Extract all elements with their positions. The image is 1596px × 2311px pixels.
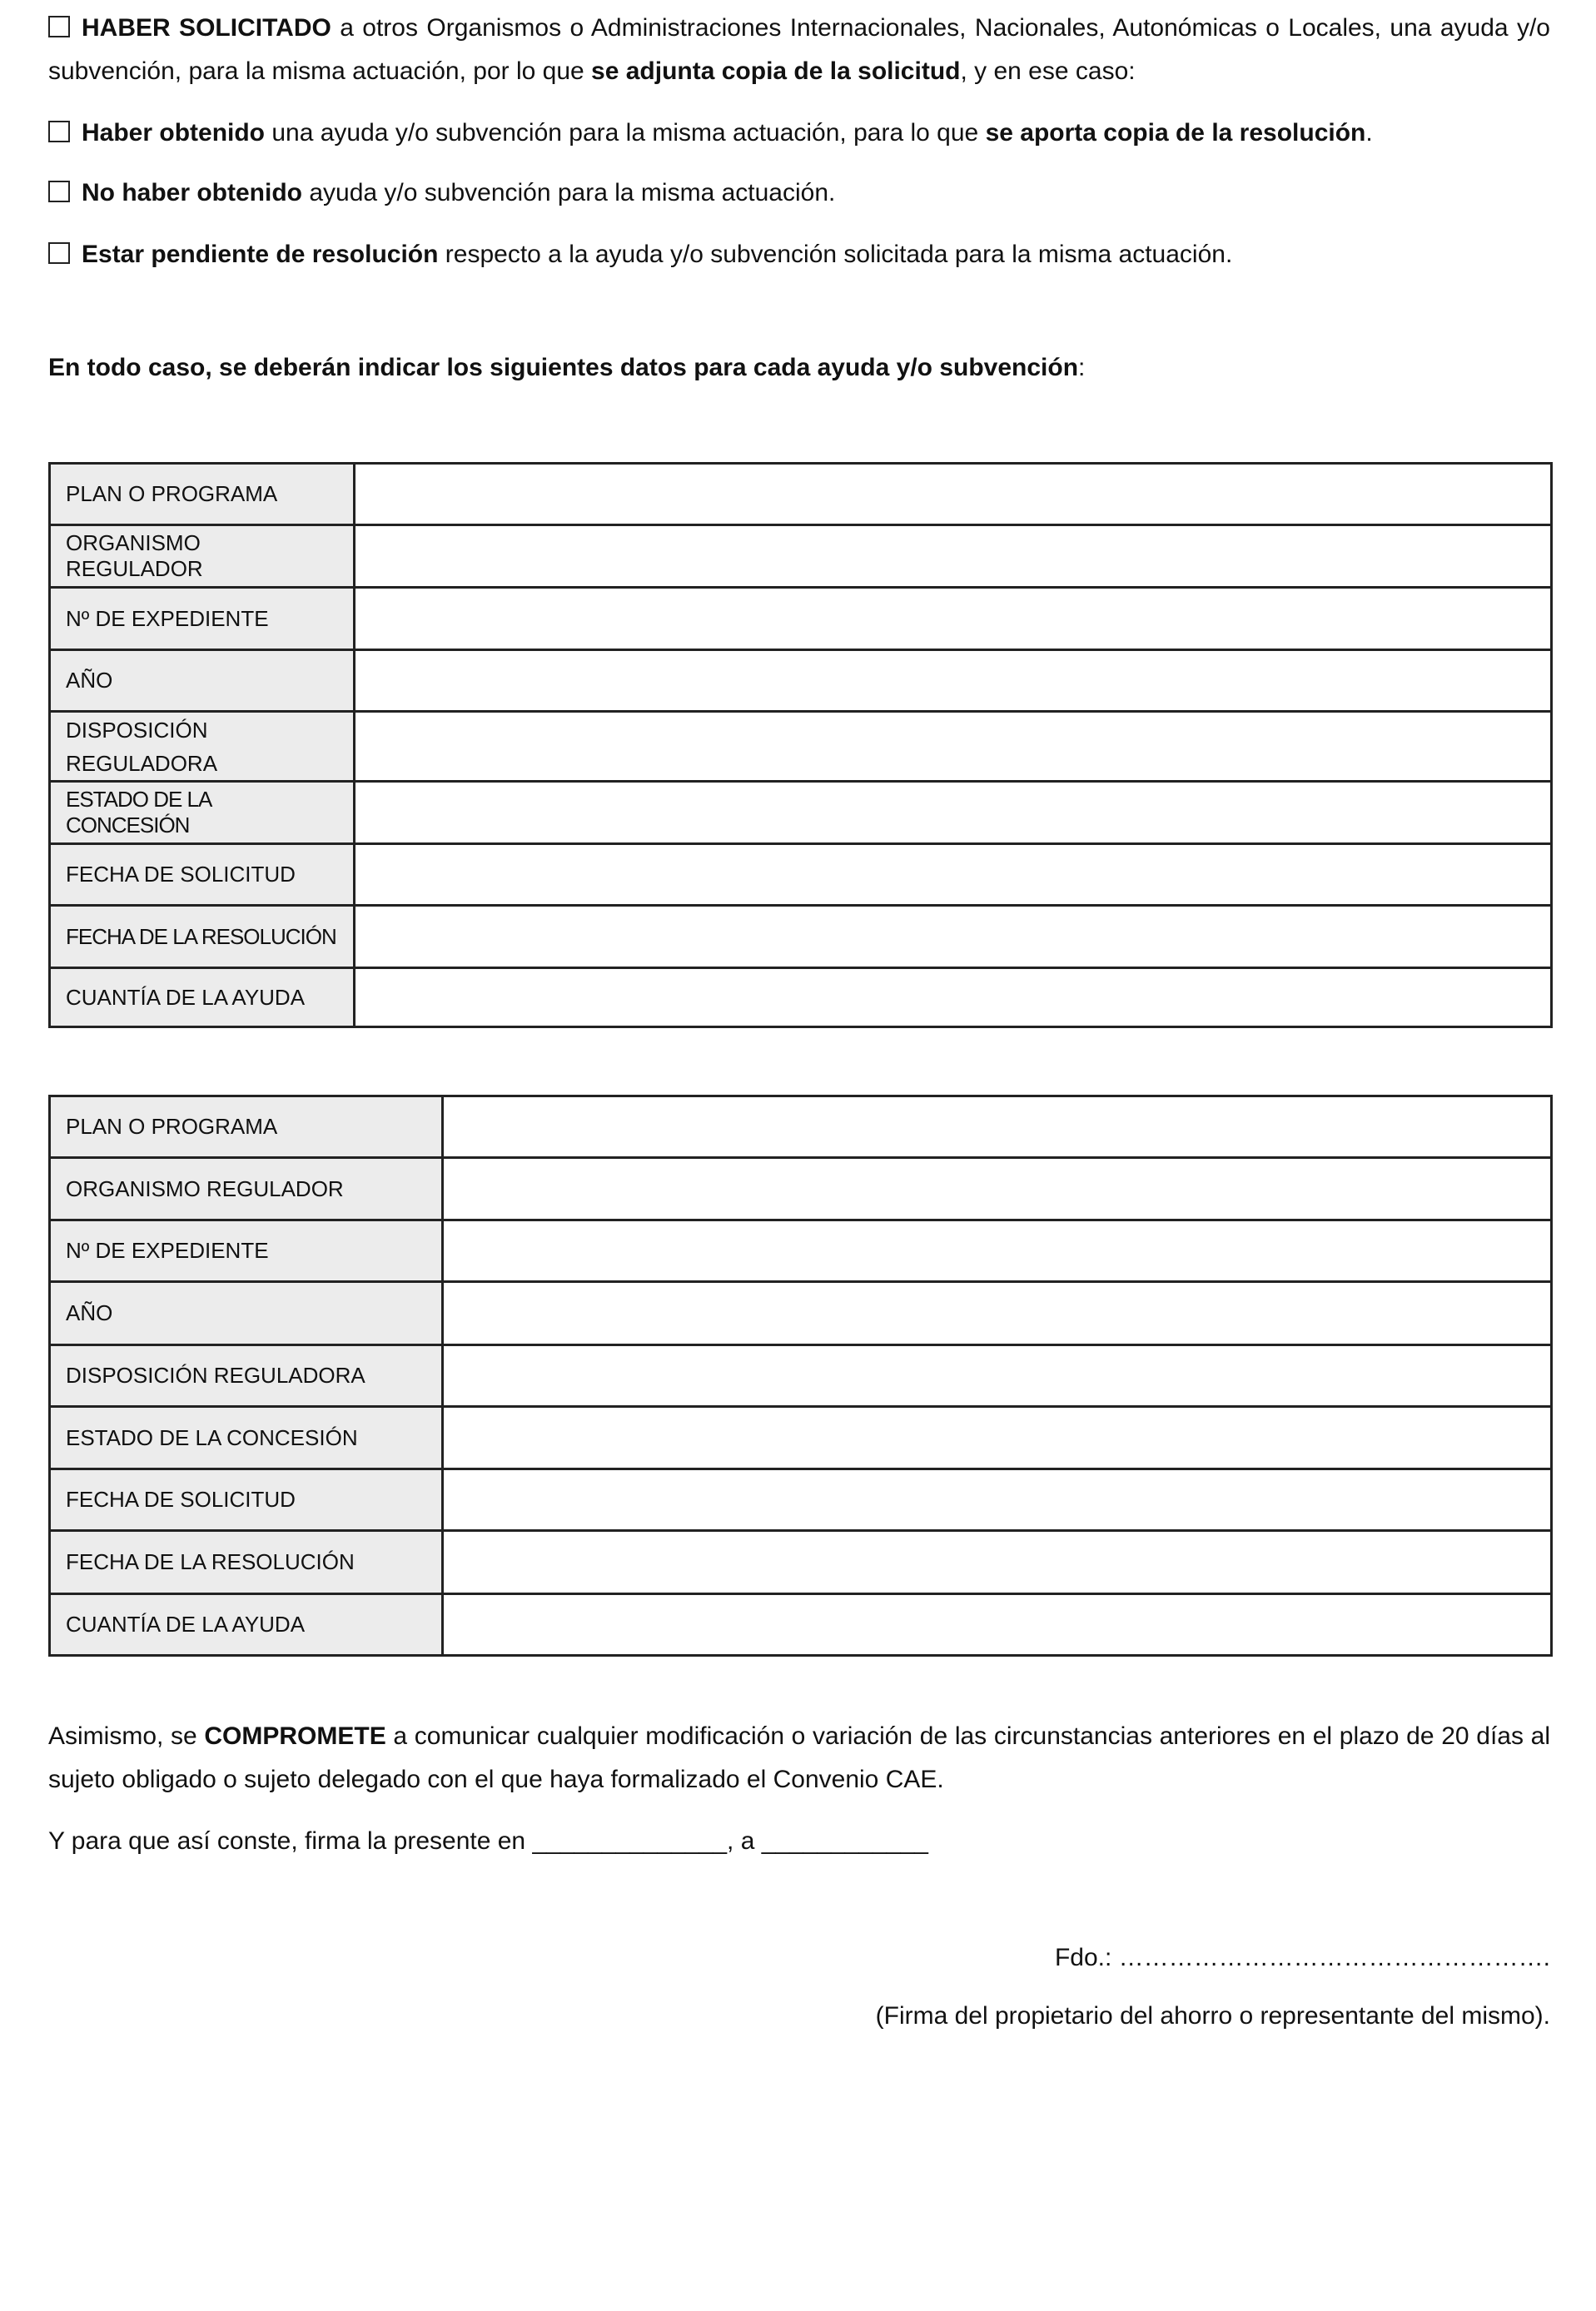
commitment-paragraph — [48, 1715, 1550, 1802]
haber-solicitado-paragraph — [48, 7, 1550, 93]
table-row-value-field[interactable] — [443, 1220, 1552, 1282]
haber-obtenido-checkbox[interactable] — [48, 121, 70, 142]
instruction-line — [48, 350, 1085, 386]
table-row-label: PLAN O PROGRAMA — [50, 464, 355, 525]
signature-note — [48, 1998, 1550, 2035]
sign-place-date-line — [48, 1823, 928, 1860]
table-row-value-field[interactable] — [355, 464, 1552, 525]
commitment-pre: Asimismo, se — [48, 1722, 205, 1750]
table-row-label: ESTADO DE LA CONCESIÓN — [50, 782, 355, 844]
haber-solicitado-text: a otros Organismos o Administraciones Internacionales, Nacionales, Autonómicas o Locales, una ayuda y/o subvención, para la misma actuación, por lo que — [48, 14, 1550, 85]
table-row-label: CUANTÍA DE LA AYUDA — [50, 968, 355, 1027]
adjunta-copia-bold: se adjunta copia de la solicitud — [591, 57, 961, 85]
table-row-label: FECHA DE SOLICITUD — [50, 1469, 443, 1531]
option-haber-obtenido — [48, 115, 1373, 152]
table-row-label: FECHA DE LA RESOLUCIÓN — [50, 1531, 443, 1594]
disposicion-label: DISPOSICIÓN REGULADORA — [66, 717, 218, 776]
table-row-value-field[interactable] — [355, 525, 1552, 588]
pendiente-resolucion-checkbox[interactable] — [48, 242, 70, 264]
table-row-value-field[interactable] — [355, 650, 1552, 712]
option-bold: Haber obtenido — [82, 119, 266, 147]
table-row-value-field[interactable] — [443, 1282, 1552, 1345]
commitment-post: a comunicar cualquier modificación o variación de las circunstancias anteriores en el plazo de 20 días al sujeto obligado o sujeto delegado con el que haya formalizado el Convenio CAE. — [48, 1722, 1550, 1793]
table-row-value-field[interactable] — [443, 1469, 1552, 1531]
instruction-end: : — [1078, 354, 1086, 381]
table-row-value-field[interactable] — [443, 1345, 1552, 1407]
table-row-label: Nº DE EXPEDIENTE — [50, 588, 355, 650]
table-row-label: AÑO — [50, 650, 355, 712]
option-bold: Estar pendiente de resolución — [82, 241, 439, 268]
option-end: . — [1365, 119, 1373, 147]
ayuda-table-2 — [48, 1095, 1553, 1657]
option-text: una ayuda y/o subvención para la misma actuación, para lo que — [265, 119, 986, 147]
table-row-value-field[interactable] — [443, 1096, 1552, 1158]
haber-solicitado-end: , y en ese caso: — [960, 57, 1136, 85]
fdo-text: Fdo.: ……………………………………………. — [1054, 1944, 1550, 1971]
firma-note-text: (Firma del propietario del ahorro o representante del mismo). — [875, 2002, 1550, 2030]
option-bold: No haber obtenido — [82, 179, 302, 206]
table-row-value-field[interactable] — [443, 1594, 1552, 1656]
haber-solicitado-checkbox[interactable] — [48, 16, 70, 37]
table-row-label: CUANTÍA DE LA AYUDA — [50, 1594, 443, 1656]
table-row-label: AÑO — [50, 1282, 443, 1345]
table-row-label: ORGANISMO REGULADOR — [50, 1158, 443, 1220]
option-text: ayuda y/o subvención para la misma actuación. — [302, 179, 836, 206]
table-row-value-field[interactable] — [355, 588, 1552, 650]
table-row-label — [50, 712, 355, 782]
table-row-label: FECHA DE SOLICITUD — [50, 844, 355, 906]
ayuda-table-1 — [48, 462, 1553, 1028]
table-row-value-field[interactable] — [355, 968, 1552, 1027]
option-bold2: se aporta copia de la resolución — [985, 119, 1366, 147]
table-row-value-field[interactable] — [443, 1407, 1552, 1469]
table-row-label: Nº DE EXPEDIENTE — [50, 1220, 443, 1282]
haber-solicitado-bold: HABER SOLICITADO — [82, 14, 331, 42]
commitment-bold: COMPROMETE — [204, 1722, 386, 1750]
table-row-label: DISPOSICIÓN REGULADORA — [50, 1345, 443, 1407]
table-row-label: FECHA DE LA RESOLUCIÓN — [50, 906, 355, 968]
signature-fdo — [48, 1940, 1550, 1976]
table-row-value-field[interactable] — [355, 712, 1552, 782]
option-text: respecto a la ayuda y/o subvención solicitada para la misma actuación. — [438, 241, 1233, 268]
table-row-value-field[interactable] — [443, 1531, 1552, 1594]
no-haber-obtenido-checkbox[interactable] — [48, 181, 70, 202]
table-row-label: PLAN O PROGRAMA — [50, 1096, 443, 1158]
instruction-bold: En todo caso, se deberán indicar los siguientes datos para cada ayuda y/o subvención — [48, 354, 1079, 381]
option-pendiente-resolucion — [48, 236, 1232, 273]
table-row-label: ESTADO DE LA CONCESIÓN — [50, 1407, 443, 1469]
table-row-value-field[interactable] — [355, 844, 1552, 906]
sign-line-text: Y para que así conste, firma la presente en ______________, a ____________ — [48, 1827, 928, 1855]
table-row-value-field[interactable] — [355, 906, 1552, 968]
table-row-value-field[interactable] — [355, 782, 1552, 844]
option-no-haber-obtenido — [48, 175, 835, 211]
table-row-label: ORGANISMO REGULADOR — [50, 525, 355, 588]
table-row-value-field[interactable] — [443, 1158, 1552, 1220]
